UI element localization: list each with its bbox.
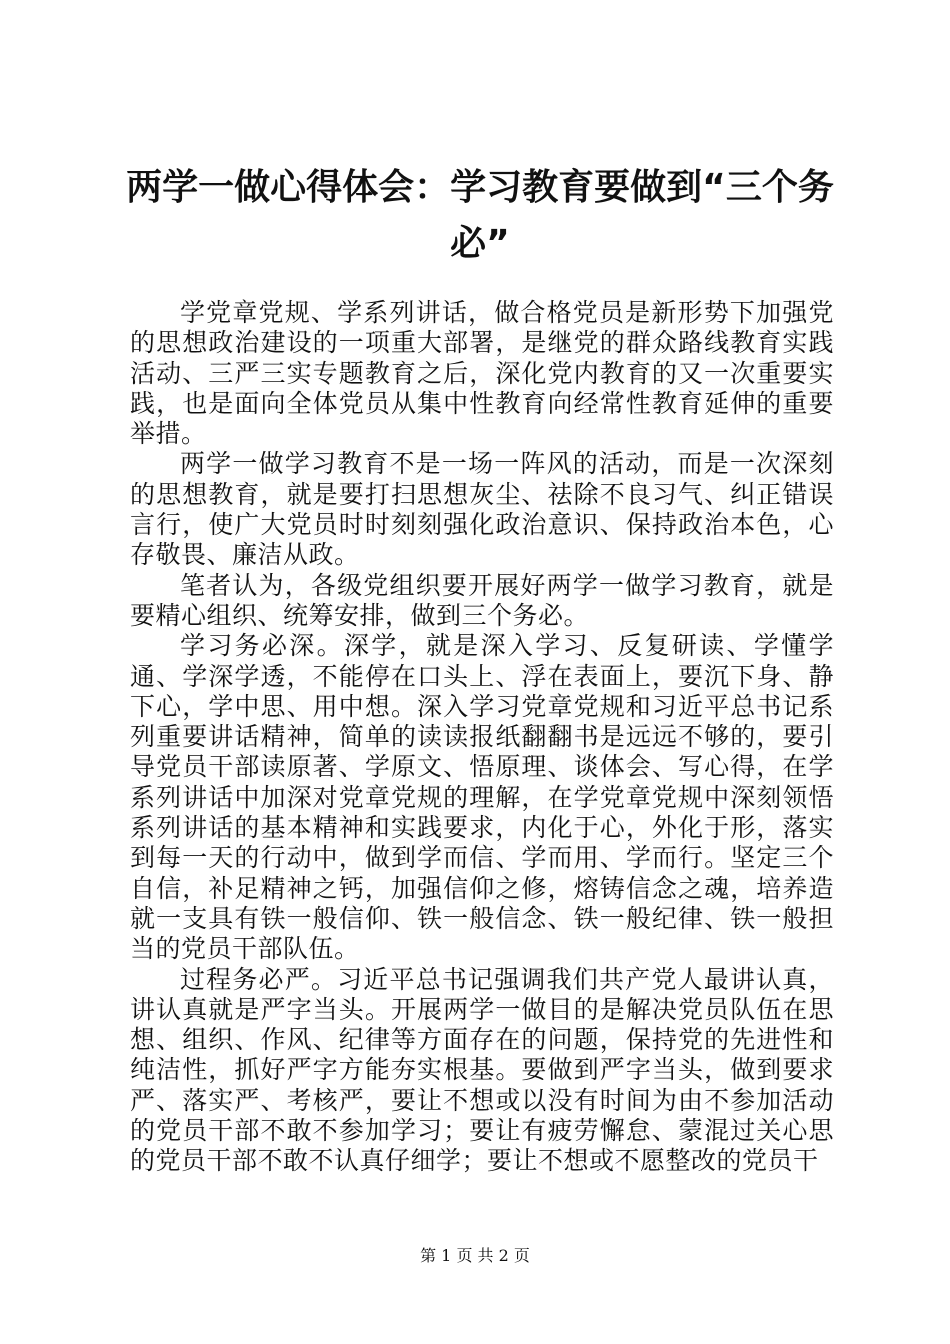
paragraph-3: 笔者认为，各级党组织要开展好两学一做学习教育，就是要精心组织、统筹安排，做到三个务必。 bbox=[130, 570, 834, 630]
document-body bbox=[130, 298, 834, 1177]
paragraph-5: 过程务必严。习近平总书记强调我们共产党人最讲认真，讲认真就是严字当头。开展两学一做目的是解决党员队伍在思想、组织、作风、纪律等方面存在的问题，保持党的先进性和纯洁性，抓好严字方能夯实根基。要做到严字当头，做到要求严、落实严、考核严，要让不想或以没有时间为由不参加活动的党员干部不敢不参加学习；要让有疲劳懈怠、蒙混过关心思的党员干部不敢不认真仔细学；要让不想或不愿整改的党员干 bbox=[130, 964, 834, 1176]
document-title: 两学一做心得体会：学习教育要做到“三个务必” bbox=[126, 167, 834, 264]
paragraph-4: 学习务必深。深学，就是深入学习、反复研读、学懂学通、学深学透，不能停在口头上、浮在表面上，要沉下身、静下心，学中思、用中想。深入学习党章党规和习近平总书记系列重要讲话精神，简单的读读报纸翻翻书是远远不够的，要引导党员干部读原著、学原文、悟原理、谈体会、写心得，在学系列讲话中加深对党章党规的理解，在学党章党规中深刻领悟系列讲话的基本精神和实践要求，内化于心，外化于形，落实到每一天的行动中，做到学而信、学而用、学而行。坚定三个自信，补足精神之钙，加强信仰之修，熔铸信念之魂，培养造就一支具有铁一般信仰、铁一般信念、铁一般纪律、铁一般担当的党员干部队伍。 bbox=[130, 631, 834, 964]
page-number-footer: 第 1 页 共 2 页 bbox=[420, 1246, 530, 1265]
paragraph-2: 两学一做学习教育不是一场一阵风的活动，而是一次深刻的思想教育，就是要打扫思想灰尘、祛除不良习气、纠正错误言行，使广大党员时时刻刻强化政治意识、保持政治本色，心存敬畏、廉洁从政。 bbox=[130, 449, 834, 570]
paragraph-1: 学党章党规、学系列讲话，做合格党员是新形势下加强党的思想政治建设的一项重大部署，是继党的群众路线教育实践活动、三严三实专题教育之后，深化党内教育的又一次重要实践，也是面向全体党员从集中性教育向经常性教育延伸的重要举措。 bbox=[130, 298, 834, 449]
